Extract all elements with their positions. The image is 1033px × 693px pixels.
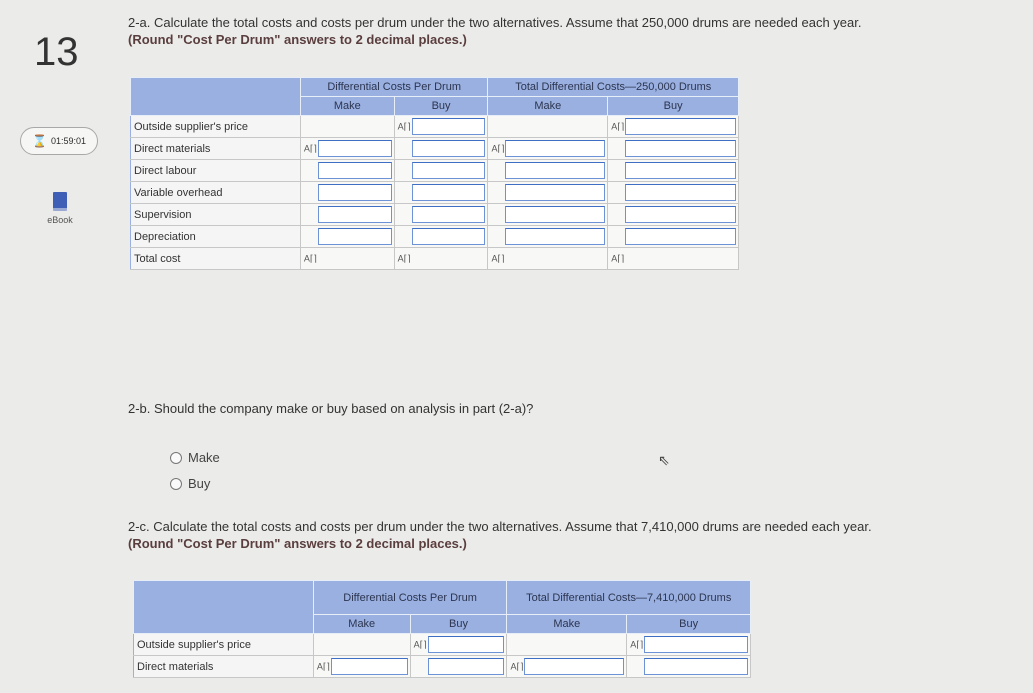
row-label: Supervision bbox=[131, 204, 301, 226]
radio-circle-icon bbox=[170, 452, 182, 464]
answer-input[interactable] bbox=[412, 162, 486, 179]
format-icon: A⌈⌉ bbox=[397, 253, 411, 263]
timer-text: 01:59:01 bbox=[50, 136, 86, 146]
answer-cell[interactable] bbox=[394, 204, 488, 226]
answer-input[interactable] bbox=[412, 228, 486, 245]
answer-cell[interactable] bbox=[488, 160, 608, 182]
row-label: Total cost bbox=[131, 248, 301, 270]
table-row bbox=[131, 116, 739, 138]
answer-cell[interactable] bbox=[394, 160, 488, 182]
answer-cell[interactable] bbox=[394, 226, 488, 248]
header-make: Make bbox=[507, 615, 627, 634]
answer-cell[interactable] bbox=[608, 138, 739, 160]
radio-circle-icon bbox=[170, 478, 182, 490]
header-blank bbox=[131, 78, 301, 116]
answer-cell[interactable] bbox=[300, 182, 394, 204]
table-row bbox=[131, 204, 739, 226]
header-blank bbox=[134, 581, 314, 634]
answer-input[interactable] bbox=[318, 228, 392, 245]
header-make: Make bbox=[300, 97, 394, 116]
hourglass-icon: ⌛ bbox=[32, 134, 47, 148]
answer-cell[interactable] bbox=[627, 634, 751, 656]
answer-cell[interactable] bbox=[313, 656, 410, 678]
answer-input[interactable] bbox=[505, 162, 605, 179]
total-cell bbox=[488, 248, 608, 270]
part-c-table bbox=[133, 580, 751, 678]
answer-input[interactable] bbox=[318, 162, 392, 179]
answer-cell[interactable] bbox=[410, 634, 507, 656]
answer-input[interactable] bbox=[625, 162, 736, 179]
table-row bbox=[131, 182, 739, 204]
answer-input[interactable] bbox=[318, 140, 392, 157]
table-row bbox=[134, 634, 751, 656]
cell-blank bbox=[507, 634, 627, 656]
answer-input[interactable] bbox=[505, 206, 605, 223]
answer-input[interactable] bbox=[505, 228, 605, 245]
answer-cell[interactable] bbox=[488, 182, 608, 204]
answer-input[interactable] bbox=[505, 140, 605, 157]
table-row bbox=[134, 656, 751, 678]
answer-input[interactable] bbox=[644, 636, 748, 653]
question-number: 13 bbox=[34, 30, 79, 74]
header-buy: Buy bbox=[410, 615, 507, 634]
answer-input[interactable] bbox=[412, 184, 486, 201]
answer-cell[interactable] bbox=[394, 182, 488, 204]
format-icon: A⌈⌉ bbox=[630, 639, 644, 649]
cell-blank bbox=[313, 634, 410, 656]
answer-cell[interactable] bbox=[300, 160, 394, 182]
answer-input[interactable] bbox=[625, 206, 736, 223]
row-label: Variable overhead bbox=[131, 182, 301, 204]
table-row bbox=[131, 226, 739, 248]
table-row bbox=[131, 160, 739, 182]
part-a-prompt: 2-a. Calculate the total costs and costs per drum under the two alternatives. Assume that 250,000 drums are needed each year. bbox=[128, 15, 862, 30]
radio-buy-label: Buy bbox=[188, 476, 211, 491]
row-label: Outside supplier's price bbox=[131, 116, 301, 138]
answer-input[interactable] bbox=[318, 206, 392, 223]
answer-input[interactable] bbox=[318, 184, 392, 201]
format-icon: A⌈⌉ bbox=[491, 253, 505, 263]
answer-cell[interactable] bbox=[300, 204, 394, 226]
header-per-drum: Differential Costs Per Drum bbox=[300, 78, 488, 97]
format-icon: A⌈⌉ bbox=[510, 661, 524, 671]
header-total: Total Differential Costs—250,000 Drums bbox=[488, 78, 739, 97]
answer-input[interactable] bbox=[428, 636, 505, 653]
answer-input[interactable] bbox=[412, 140, 486, 157]
cell-blank bbox=[488, 116, 608, 138]
ebook-label: eBook bbox=[47, 215, 73, 225]
answer-input[interactable] bbox=[524, 658, 624, 675]
part-c-instruction: (Round "Cost Per Drum" answers to 2 decimal places.) bbox=[128, 536, 467, 551]
format-icon: A⌈⌉ bbox=[611, 253, 625, 263]
format-icon: A⌈⌉ bbox=[413, 639, 427, 649]
row-label: Direct materials bbox=[134, 656, 314, 678]
answer-cell[interactable] bbox=[394, 116, 488, 138]
mouse-cursor-icon: ⇖ bbox=[658, 452, 670, 468]
answer-cell[interactable] bbox=[488, 204, 608, 226]
answer-input[interactable] bbox=[625, 118, 736, 135]
answer-input[interactable] bbox=[505, 184, 605, 201]
format-icon: A⌈⌉ bbox=[316, 661, 330, 671]
answer-cell[interactable] bbox=[300, 138, 394, 160]
table-row bbox=[131, 248, 739, 270]
answer-cell[interactable] bbox=[488, 138, 608, 160]
total-cell bbox=[300, 248, 394, 270]
header-buy: Buy bbox=[627, 615, 751, 634]
row-label: Outside supplier's price bbox=[134, 634, 314, 656]
answer-input[interactable] bbox=[412, 118, 486, 135]
row-label: Depreciation bbox=[131, 226, 301, 248]
answer-input[interactable] bbox=[644, 658, 748, 675]
ebook-button[interactable] bbox=[40, 192, 80, 225]
book-icon bbox=[53, 192, 67, 211]
header-make: Make bbox=[313, 615, 410, 634]
part-c-prompt: 2-c. Calculate the total costs and costs per drum under the two alternatives. Assume that 7,410,000 drums are needed each year. bbox=[128, 519, 872, 534]
format-icon: A⌈⌉ bbox=[611, 121, 625, 131]
format-icon: A⌈⌉ bbox=[491, 143, 505, 153]
answer-cell[interactable] bbox=[608, 204, 739, 226]
answer-input[interactable] bbox=[412, 206, 486, 223]
row-label: Direct materials bbox=[131, 138, 301, 160]
answer-cell[interactable] bbox=[410, 656, 507, 678]
header-buy: Buy bbox=[608, 97, 739, 116]
answer-input[interactable] bbox=[428, 658, 505, 675]
answer-cell[interactable] bbox=[608, 160, 739, 182]
answer-cell[interactable] bbox=[608, 226, 739, 248]
answer-input[interactable] bbox=[625, 184, 736, 201]
timer-badge[interactable] bbox=[20, 127, 98, 155]
total-cell bbox=[608, 248, 739, 270]
part-a-table bbox=[130, 77, 739, 270]
answer-input[interactable] bbox=[625, 140, 736, 157]
part-b-prompt: 2-b. Should the company make or buy based on analysis in part (2-a)? bbox=[128, 401, 534, 416]
radio-buy[interactable] bbox=[170, 476, 210, 491]
answer-cell[interactable] bbox=[608, 116, 739, 138]
answer-cell[interactable] bbox=[300, 226, 394, 248]
header-buy: Buy bbox=[394, 97, 488, 116]
part-a-instruction: (Round "Cost Per Drum" answers to 2 decimal places.) bbox=[128, 32, 467, 47]
row-label: Direct labour bbox=[131, 160, 301, 182]
header-total: Total Differential Costs—7,410,000 Drums bbox=[507, 581, 751, 615]
part-c-question bbox=[128, 518, 1008, 552]
format-icon: A⌈⌉ bbox=[303, 143, 317, 153]
header-make: Make bbox=[488, 97, 608, 116]
format-icon: A⌈⌉ bbox=[303, 253, 317, 263]
answer-input[interactable] bbox=[625, 228, 736, 245]
radio-make[interactable] bbox=[170, 450, 220, 465]
answer-cell[interactable] bbox=[608, 182, 739, 204]
cell-blank bbox=[300, 116, 394, 138]
radio-make-label: Make bbox=[188, 450, 220, 465]
table-row bbox=[131, 138, 739, 160]
answer-cell[interactable] bbox=[394, 138, 488, 160]
total-cell bbox=[394, 248, 488, 270]
answer-input[interactable] bbox=[331, 658, 408, 675]
header-per-drum: Differential Costs Per Drum bbox=[313, 581, 507, 615]
format-icon: A⌈⌉ bbox=[397, 121, 411, 131]
part-a-question bbox=[128, 14, 1008, 48]
answer-cell[interactable] bbox=[488, 226, 608, 248]
answer-cell[interactable] bbox=[507, 656, 627, 678]
answer-cell[interactable] bbox=[627, 656, 751, 678]
